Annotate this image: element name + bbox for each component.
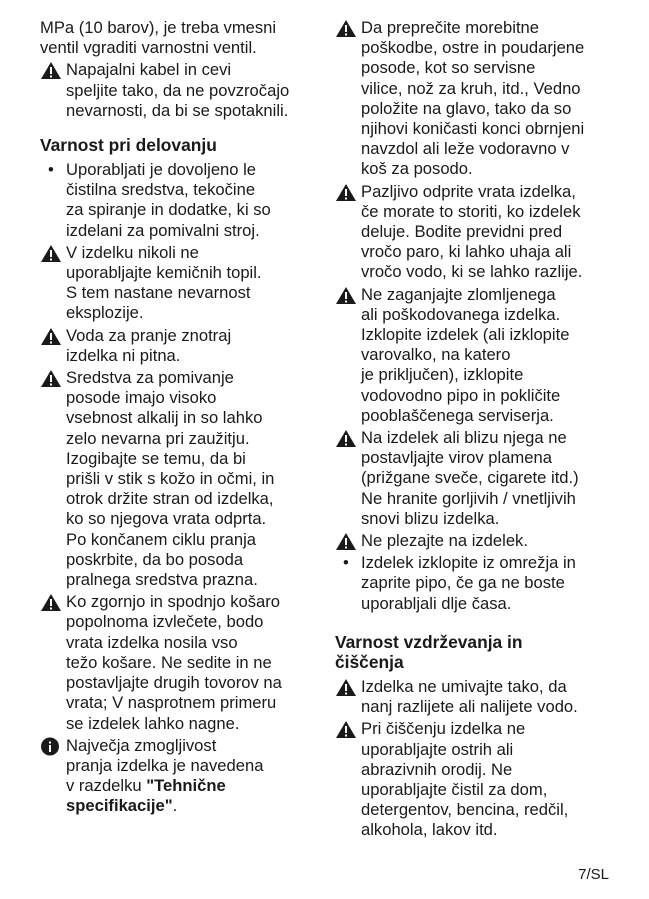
warning-triangle-icon	[335, 183, 357, 202]
warning-hot-steam: Pazljivo odprite vrata izdelka, če morate to storiti, ko izdelek deluje. Bodite previdni pred vročo paro, ki lahko uhaja ali vročo vodo, ki se lahko razlije.	[335, 182, 611, 283]
bullet-detergents: • Uporabljati je dovoljeno le čistilna sredstva, tekočine za spiranje in dodatke, ki so izdelani za pomivalni stroj.	[48, 160, 271, 240]
spec-reference: "Tehnične	[146, 776, 226, 796]
page-number: 7/SL	[578, 866, 609, 883]
warning-triangle-icon	[335, 429, 357, 448]
warning-baskets: Ko zgornjo in spodnjo košaro popolnoma izvlečete, bodo vrata izdelka nosila vso težo košare. Ne sedite in ne postavljajte drugih tovorov na vrata; V nasprotnem primeru se izdelek lahko nagne.	[40, 592, 316, 733]
warning-triangle-icon	[335, 286, 357, 305]
bullet-mark: •	[343, 553, 349, 573]
left-column	[40, 18, 316, 819]
warning-abrasive: Pri čiščenju izdelka ne uporabljajte ostrih ali abrazivnih orodij. Ne uporabljajte čistil za dom, detergentov, bencina, redčil, alkohola, lakov itd.	[335, 719, 611, 840]
spec-reference-end: specifikacije"	[66, 796, 173, 816]
info-capacity: Največja zmogljivost pranja izdelka je navedena v razdelku "Tehnične specifikacije".	[40, 736, 316, 817]
heading-operation-safety: Varnost pri delovanju	[40, 135, 217, 156]
warning-triangle-icon	[40, 369, 62, 388]
warning-cables: Napajalni kabel in cevi speljite tako, da ne povzročajo nevarnosti, da bi se spotaknili.	[40, 60, 316, 121]
bullet-unplug: • Izdelek izklopite iz omrežja in zaprite pipo, če ga ne boste uporabljali dlje časa.	[343, 553, 576, 613]
warning-triangle-icon	[40, 593, 62, 612]
warning-triangle-icon	[335, 532, 357, 551]
info-circle-icon	[40, 737, 62, 756]
heading-maintenance-safety: Varnost vzdrževanja in čiščenja	[335, 631, 523, 672]
warning-triangle-icon	[335, 720, 357, 739]
intro-text: MPa (10 barov), je treba vmesni ventil vgraditi varnostni ventil.	[40, 18, 277, 58]
warning-sharp-items: Da preprečite morebitne poškodbe, ostre in poudarjene posode, kot so servisne vilice, nož za kruh, itd., Vedno položite na glavo, tako da so njihovi koničasti konci obrnjeni navzdol ali leže vodoravno v koš za posodo.	[335, 18, 611, 180]
bullet-mark: •	[48, 160, 54, 180]
warning-climbing: Ne plezajte na izdelek.	[335, 531, 611, 551]
warning-triangle-icon	[335, 678, 357, 697]
warning-damaged: Ne zaganjajte zlomljenega ali poškodovanega izdelka. Izklopite izdelek (ali izklopite varovalko, na katero je priključen), izklopite vodovodno pipo in pokličite pooblaščenega serviserja.	[335, 285, 611, 426]
warning-alkali: Sredstva za pomivanje posode imajo visoko vsebnost alkalij in so lahko zelo nevarna pri zaužitju. Izogibajte se temu, da bi prišli v stik s kožo in očmi, in otrok držite stran od izdelka, ko so njegova vrata odprta. Po končanem ciklu pranja poskrbite, da bo posoda pralnega sredstva prazna.	[40, 368, 316, 590]
warning-triangle-icon	[40, 327, 62, 346]
warning-water: Voda za pranje znotraj izdelka ni pitna.	[40, 326, 316, 366]
warning-flames: Na izdelek ali blizu njega ne postavljajte virov plamena (prižgane sveče, cigarete itd.) Ne hranite gorljivih / vnetljivih snovi blizu izdelka.	[335, 428, 611, 529]
warning-no-spray: Izdelka ne umivajte tako, da nanj razlijete ali nalijete vodo.	[335, 677, 611, 717]
warning-triangle-icon	[40, 61, 62, 80]
right-column	[335, 18, 611, 843]
warning-triangle-icon	[40, 244, 62, 263]
warning-solvents: V izdelku nikoli ne uporabljajte kemičnih topil. S tem nastane nevarnost eksplozije.	[40, 243, 316, 324]
warning-triangle-icon	[335, 19, 357, 38]
